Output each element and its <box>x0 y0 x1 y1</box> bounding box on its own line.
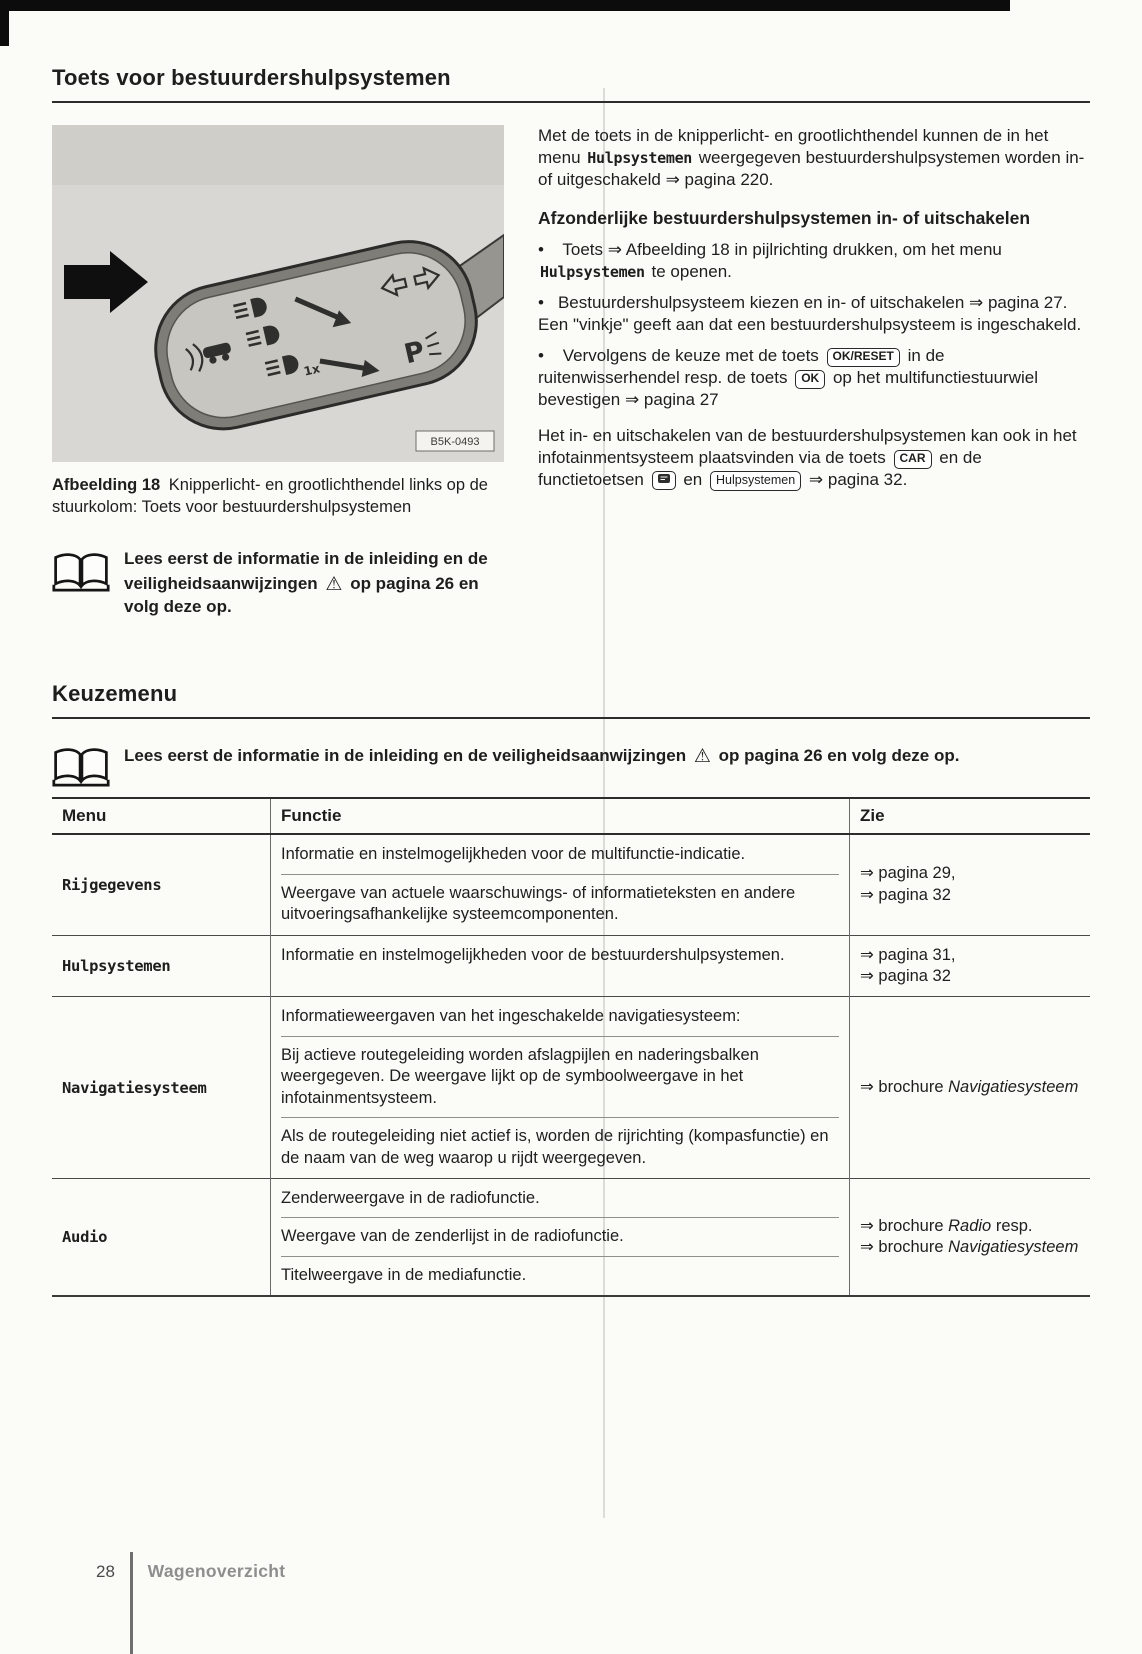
table-row-audio <box>52 1179 1090 1297</box>
note2-text-before: Lees eerst de informatie in de inleiding en de veiligheidsaanwijzingen <box>124 745 687 765</box>
functie-paragraph: Zenderweergave in de radiofunctie. <box>281 1189 540 1208</box>
zie-text: ⇒ brochure <box>860 1238 949 1257</box>
zie-text: ⇒ brochure <box>860 1216 949 1235</box>
zie-cell <box>850 997 1091 1179</box>
menu-item-hulpsystemen: Hulpsystemen <box>62 956 171 975</box>
outro-text-b: en de functietoetsen <box>538 448 982 490</box>
zie-brochure-name: Radio <box>948 1216 992 1235</box>
choice-menu-table <box>52 797 1090 1297</box>
intro-text-b: weergegeven bestuurdershulpsystemen worden in- of uitgeschakeld ⇒ pagina 220. <box>538 147 1085 189</box>
note-text <box>124 549 488 616</box>
bullet-item-confirm <box>538 345 1090 411</box>
zie-reference: ⇒ pagina 32 <box>860 966 951 985</box>
bullet1-text-a: Toets ⇒ Afbeelding 18 in pijlrichting drukken, om het menu <box>562 239 1002 259</box>
figure-18-image <box>52 125 504 462</box>
outro-paragraph <box>538 425 1090 491</box>
bullet-item-open-menu <box>538 239 1090 283</box>
cell-divider <box>281 1217 839 1218</box>
image-code-badge <box>416 431 494 451</box>
cell-divider <box>281 1117 839 1118</box>
menu-item-rijgegevens: Rijgegevens <box>62 875 162 894</box>
functie-paragraph: Titelweergave in de mediafunctie. <box>281 1265 527 1284</box>
functie-paragraph: Informatieweergaven van het ingeschakelde navigatiesysteem: <box>281 1007 741 1026</box>
zie-cell <box>850 1179 1091 1297</box>
zie-cell <box>850 834 1091 935</box>
chapter-label: Wagenoverzicht <box>147 1561 286 1581</box>
zie-reference: ⇒ pagina 31, <box>860 945 956 964</box>
two-column-section <box>52 125 1090 618</box>
image-code-label: B5K-0493 <box>430 435 480 448</box>
zie-reference <box>860 1077 1080 1098</box>
read-first-note-2 <box>52 743 1090 768</box>
outro-text-d: ⇒ pagina 32. <box>808 470 908 490</box>
left-column <box>52 125 504 618</box>
note2-text-after: op pagina 26 en volg deze op. <box>718 745 960 765</box>
bullet3-text-b: in de ruitenwisserhendel resp. de toets <box>538 346 945 388</box>
functie-paragraph: Informatie en instelmogelijkheden voor de bestuurdershulpsystemen. <box>281 945 785 964</box>
cell-divider <box>281 874 839 875</box>
ok-reset-key: OK/RESET <box>827 348 900 367</box>
warning-triangle-icon: ⚠ <box>325 573 343 595</box>
table-row-navigatiesysteem <box>52 997 1090 1179</box>
column-header-menu: Menu <box>52 798 271 834</box>
functie-paragraph: Als de routegeleiding niet actief is, worden de rijrichting (kompasfunctie) en de naam van de weg waarop u rijdt weergegeven. <box>281 1127 829 1167</box>
zie-reference: ⇒ pagina 29, <box>860 864 956 883</box>
bullet3-text-a: Vervolgens de keuze met de toets <box>562 346 819 365</box>
functie-paragraph: Bij actieve routegeleiding worden afslagpijlen en naderingsbalken weergegeven. De weergave lijkt op de symboolweergave in het infotainmentsysteem. <box>281 1045 759 1107</box>
page-footer <box>96 1560 285 1583</box>
open-book-icon <box>52 745 110 795</box>
intro-text-a: Met de toets in de knipperlicht- en grootlichthendel kunnen de in het menu <box>538 125 1049 167</box>
hulpsystemen-key: Hulpsystemen <box>710 471 801 490</box>
zie-reference <box>860 1237 1080 1258</box>
zie-text: ⇒ brochure <box>860 1077 949 1096</box>
zie-brochure-name: Navigatiesysteem <box>948 1238 1079 1257</box>
functie-cell <box>271 834 850 935</box>
figure-caption-number: Afbeelding 18 <box>52 475 161 494</box>
right-column <box>538 125 1090 504</box>
table-header-row <box>52 798 1090 834</box>
intro-paragraph <box>538 125 1090 191</box>
read-first-note <box>52 548 504 618</box>
outro-text-c: en <box>683 470 703 490</box>
warning-triangle-icon: ⚠ <box>693 745 711 767</box>
functie-cell <box>271 997 850 1179</box>
table-row-hulpsystemen <box>52 935 1090 997</box>
note-text-after: op pagina 26 en volg deze op. <box>124 573 479 616</box>
table-row-rijgegevens <box>52 834 1090 935</box>
open-book-icon <box>52 550 110 600</box>
menu-item-navigatiesysteem: Navigatiesysteem <box>62 1078 207 1097</box>
function-display-key-icon <box>652 471 676 490</box>
subsection-title: Afzonderlijke bestuurdershulpsystemen in- of uitschakelen <box>538 207 1031 228</box>
zie-reference: ⇒ pagina 32 <box>860 885 951 904</box>
menu-item-audio: Audio <box>62 1228 108 1247</box>
footer-divider-bar <box>130 1552 133 1654</box>
note-text <box>124 746 959 765</box>
column-header-zie: Zie <box>850 798 1091 834</box>
functie-paragraph: Weergave van de zenderlijst in de radiofunctie. <box>281 1227 624 1246</box>
zie-cell <box>850 935 1091 997</box>
outro-text-a: Het in- en uitschakelen van de bestuurdershulpsystemen kan ook in het infotainmentsysteem plaatsvinden via de toets <box>538 426 1077 468</box>
functie-cell <box>271 1179 850 1297</box>
zie-text: resp. <box>991 1216 1033 1235</box>
menu-name-hulpsystemen: Hulpsystemen <box>587 148 693 167</box>
flash-once-label: 1x <box>302 361 322 379</box>
cell-divider <box>281 1256 839 1257</box>
car-key: CAR <box>894 450 932 469</box>
parking-light-label: P <box>401 335 428 370</box>
menu-name-hulpsystemen: Hulpsystemen <box>540 262 645 281</box>
column-header-functie: Functie <box>271 798 850 834</box>
figure-caption-text: Knipperlicht- en grootlichthendel links op de stuurkolom: Toets voor bestuurdershulpsystemen <box>52 475 488 516</box>
bullet3-text-c: op het multifunctiestuurwiel bevestigen ⇒ pagina 27 <box>538 368 1038 410</box>
section-title-keuzemenu: Keuzemenu <box>52 680 1090 719</box>
page-title: Toets voor bestuurdershulpsystemen <box>52 64 1090 103</box>
note-text-before: Lees eerst de informatie in de inleiding en de veiligheidsaanwijzingen <box>124 549 488 593</box>
figure-caption <box>52 474 504 519</box>
zie-reference <box>860 1216 1080 1237</box>
page-number: 28 <box>96 1562 115 1581</box>
cell-divider <box>281 1036 839 1037</box>
ok-key: OK <box>795 370 825 389</box>
functie-cell <box>271 935 850 997</box>
functie-paragraph: Weergave van actuele waarschuwings- of informatieteksten en andere uitvoeringsafhankelijke systeemcomponenten. <box>281 883 796 924</box>
stalk-illustration <box>52 125 504 462</box>
bullet-item-select-system: • Bestuurdershulpsysteem kiezen en in- of uitschakelen ⇒ pagina 27. Een "vinkje" geeft aan dat een bestuurdershulpsysteem is ingeschakeld. <box>538 292 1090 336</box>
functie-paragraph: Informatie en instelmogelijkheden voor de multifunctie-indicatie. <box>281 845 746 864</box>
zie-brochure-name: Navigatiesysteem <box>948 1077 1079 1096</box>
bullet1-text-b: te openen. <box>651 261 732 281</box>
